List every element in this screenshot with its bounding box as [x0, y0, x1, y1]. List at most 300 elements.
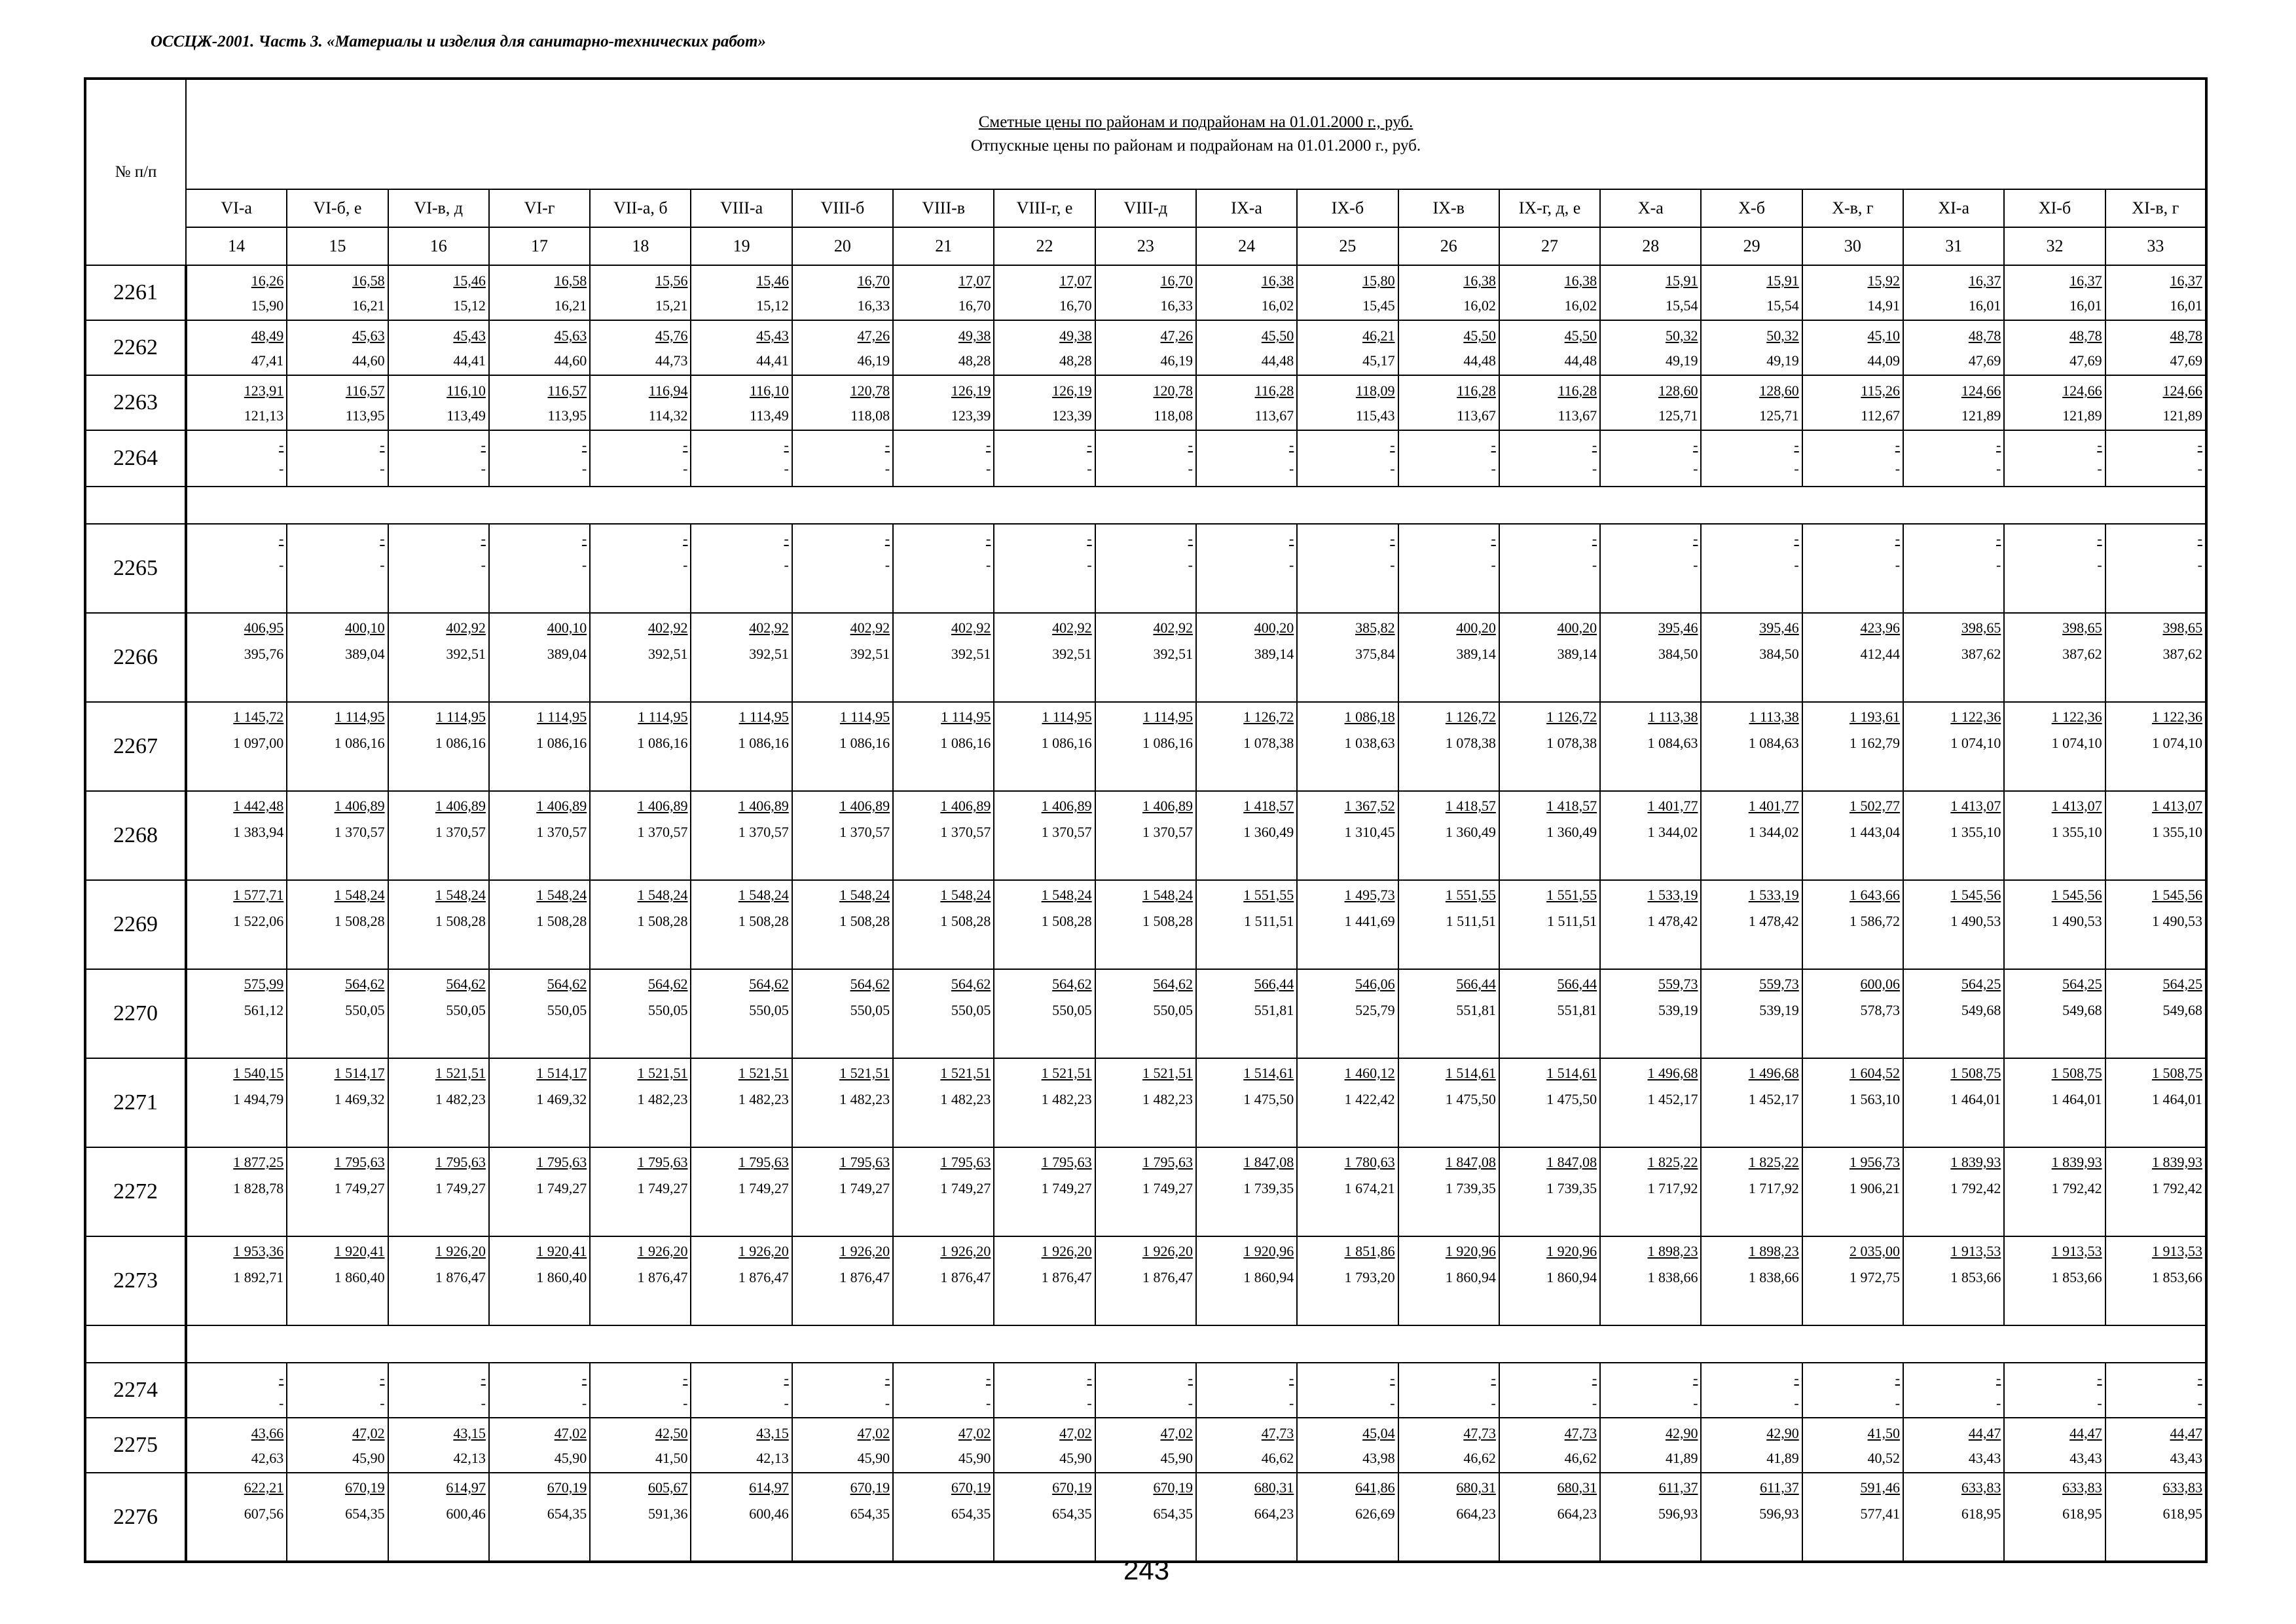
estimate-price: 16,37	[2170, 272, 2202, 289]
estimate-price: 1 114,95	[335, 709, 385, 725]
price-cell	[1196, 1473, 1297, 1562]
estimate-price: 564,62	[749, 976, 789, 992]
region-header: VI-а	[186, 189, 287, 227]
price-cell	[994, 613, 1095, 702]
price-cell	[2004, 265, 2105, 320]
release-price: 392,51	[647, 646, 688, 662]
estimate-price: 633,83	[2162, 1479, 2202, 1496]
release-price: 1 508,28	[334, 913, 385, 929]
price-cell	[1903, 613, 2004, 702]
price-cell	[1196, 1058, 1297, 1147]
release-price: 539,19	[1658, 1002, 1698, 1018]
estimate-price: 124,66	[2062, 382, 2102, 399]
estimate-price: 47,26	[857, 327, 890, 344]
title-line-estimate: Сметные цены по районам и подрайонам на 01.01.2000 г., руб.	[978, 113, 1413, 131]
price-cell	[1297, 1147, 1398, 1236]
release-price: 551,81	[1557, 1002, 1597, 1018]
table-row	[85, 702, 2206, 791]
release-price: 1 749,27	[435, 1180, 486, 1196]
estimate-price: 42,90	[1766, 1425, 1799, 1441]
estimate-price: 1 406,89	[839, 798, 890, 814]
estimate-price: 16,37	[1968, 272, 2001, 289]
estimate-price: 17,07	[958, 272, 991, 289]
price-cell	[893, 430, 994, 487]
price-cell	[1903, 265, 2004, 320]
estimate-price: 1 514,17	[536, 1065, 587, 1081]
price-cell	[2004, 880, 2105, 969]
price-cell	[893, 702, 994, 791]
price-cell	[691, 430, 792, 487]
price-cell	[590, 791, 691, 880]
price-cell	[994, 969, 1095, 1058]
price-cell	[1499, 375, 1600, 430]
release-price: 1 074,10	[2051, 735, 2102, 751]
price-cell	[1903, 320, 2004, 375]
price-cell	[691, 1236, 792, 1325]
release-price: 392,51	[749, 646, 789, 662]
price-cell	[1701, 702, 1802, 791]
price-cell	[792, 265, 893, 320]
release-price: 664,23	[1254, 1505, 1294, 1522]
price-cell	[893, 524, 994, 613]
release-price: 49,19	[1665, 352, 1698, 369]
estimate-price: 670,19	[1052, 1479, 1092, 1496]
price-cell	[1398, 702, 1499, 791]
estimate-price: 1 795,63	[536, 1154, 587, 1170]
price-cell	[1802, 969, 1903, 1058]
price-cell	[186, 702, 287, 791]
release-price: 561,12	[244, 1002, 284, 1018]
price-cell	[1499, 1363, 1600, 1418]
estimate-price: 1 795,63	[637, 1154, 688, 1170]
estimate-price: 44,47	[1968, 1425, 2001, 1441]
release-price: 1 749,27	[940, 1180, 991, 1196]
release-price: 1 876,47	[940, 1269, 991, 1285]
estimate-price: 1 086,18	[1344, 709, 1395, 725]
release-price: 1 853,66	[2051, 1269, 2102, 1285]
price-cell	[792, 524, 893, 613]
price-cell	[1701, 1418, 1802, 1473]
price-cell	[388, 320, 489, 375]
price-cell	[2004, 613, 2105, 702]
release-price: 1 078,38	[1546, 735, 1597, 751]
estimate-price: 1 145,72	[233, 709, 284, 725]
release-price: -	[683, 460, 688, 477]
estimate-price: 1 418,57	[1445, 798, 1496, 814]
release-price: -	[481, 557, 486, 573]
estimate-price: 633,83	[2062, 1479, 2102, 1496]
estimate-price: 15,46	[756, 272, 789, 289]
table-body	[85, 265, 2206, 1562]
estimate-price: -	[278, 530, 284, 547]
estimate-price: -	[1390, 530, 1395, 547]
table-row	[85, 1147, 2206, 1236]
estimate-price: 670,19	[547, 1479, 587, 1496]
price-cell	[691, 524, 792, 613]
estimate-price: -	[1491, 530, 1496, 547]
release-price: 1 074,10	[1950, 735, 2001, 751]
price-cell	[691, 969, 792, 1058]
region-header: X-а	[1600, 189, 1701, 227]
estimate-price: 1 898,23	[1647, 1243, 1698, 1259]
estimate-price: 1 508,75	[2152, 1065, 2202, 1081]
price-cell	[2004, 1147, 2105, 1236]
estimate-price: 46,21	[1362, 327, 1395, 344]
estimate-price: 559,73	[1658, 976, 1698, 992]
price-cell	[186, 1418, 287, 1473]
column-number: 17	[489, 227, 590, 265]
estimate-price: 1 401,77	[1748, 798, 1799, 814]
release-price: 1 838,66	[1647, 1269, 1698, 1285]
price-cell	[1903, 1363, 2004, 1418]
price-cell	[1398, 1363, 1499, 1418]
release-price: 16,01	[2069, 297, 2102, 314]
price-cell	[2105, 791, 2206, 880]
estimate-price: 1 920,96	[1546, 1243, 1597, 1259]
estimate-price: -	[1996, 530, 2001, 547]
release-price: 46,62	[1261, 1450, 1294, 1466]
estimate-price: 1 913,53	[2152, 1243, 2202, 1259]
price-cell	[388, 1418, 489, 1473]
price-cell	[2004, 524, 2105, 613]
release-price: 551,81	[1254, 1002, 1294, 1018]
price-cell	[1701, 1147, 1802, 1236]
estimate-price: 47,73	[1261, 1425, 1294, 1441]
table-row	[85, 969, 2206, 1058]
row-number: 2269	[85, 880, 186, 969]
column-number: 20	[792, 227, 893, 265]
price-cell	[691, 702, 792, 791]
region-header: IX-а	[1196, 189, 1297, 227]
release-price: 1 508,28	[738, 913, 789, 929]
price-cell	[1297, 1236, 1398, 1325]
release-price: 16,02	[1463, 297, 1496, 314]
release-price: 118,08	[850, 407, 890, 424]
price-cell	[1499, 1418, 1600, 1473]
estimate-price: 1 851,86	[1344, 1243, 1395, 1259]
estimate-price: 564,25	[2162, 976, 2202, 992]
release-price: 44,48	[1564, 352, 1597, 369]
release-price: 47,69	[1968, 352, 2001, 369]
price-cell	[792, 969, 893, 1058]
estimate-price: -	[1895, 437, 1901, 453]
estimate-price: 15,56	[655, 272, 688, 289]
estimate-price: 641,86	[1355, 1479, 1395, 1496]
estimate-price: 1 508,75	[2051, 1065, 2102, 1081]
release-price: 121,89	[2162, 407, 2202, 424]
price-cell	[1196, 1147, 1297, 1236]
release-price: 1 360,49	[1243, 824, 1294, 840]
release-price: 1 086,16	[334, 735, 385, 751]
release-price: -	[1794, 1395, 1799, 1411]
release-price: 600,46	[749, 1505, 789, 1522]
release-price: 591,36	[647, 1505, 688, 1522]
estimate-price: 1 508,75	[1950, 1065, 2001, 1081]
release-price: 1 490,53	[2051, 913, 2102, 929]
estimate-price: 1 406,89	[637, 798, 688, 814]
price-cell	[1095, 430, 1196, 487]
price-cell	[1499, 1058, 1600, 1147]
price-cell	[186, 430, 287, 487]
estimate-price: 47,02	[857, 1425, 890, 1441]
release-price: 44,41	[453, 352, 486, 369]
price-cell	[1095, 265, 1196, 320]
price-cell	[2004, 1418, 2105, 1473]
price-cell	[893, 1363, 994, 1418]
estimate-price: -	[1288, 437, 1294, 453]
price-cell	[186, 320, 287, 375]
estimate-price: 1 839,93	[2051, 1154, 2102, 1170]
release-price: -	[1491, 460, 1496, 477]
release-price: 1 508,28	[839, 913, 890, 929]
estimate-price: 1 926,20	[1041, 1243, 1092, 1259]
price-cell	[1499, 1147, 1600, 1236]
estimate-price: 1 521,51	[839, 1065, 890, 1081]
price-cell	[388, 791, 489, 880]
estimate-price: 1 926,20	[435, 1243, 486, 1259]
price-cell	[893, 880, 994, 969]
release-price: 387,62	[1961, 646, 2001, 662]
release-price: 47,69	[2069, 352, 2102, 369]
price-cell	[1196, 1418, 1297, 1473]
release-price: -	[481, 460, 486, 477]
price-cell	[287, 1236, 388, 1325]
estimate-price: 564,62	[345, 976, 385, 992]
estimate-price: 406,95	[244, 619, 284, 636]
estimate-price: -	[986, 530, 991, 547]
price-cell	[590, 1058, 691, 1147]
release-price: 395,76	[244, 646, 284, 662]
column-number: 21	[893, 227, 994, 265]
price-cell	[1398, 880, 1499, 969]
release-price: -	[581, 557, 587, 573]
price-cell	[1297, 969, 1398, 1058]
column-number: 22	[994, 227, 1095, 265]
estimate-price: 45,63	[554, 327, 587, 344]
release-price: 113,67	[1558, 407, 1597, 424]
release-price: 1 464,01	[2152, 1091, 2202, 1107]
estimate-price: 402,92	[850, 619, 890, 636]
release-price: 384,50	[1658, 646, 1698, 662]
estimate-price: 1 406,89	[738, 798, 789, 814]
estimate-price: 1 496,68	[1647, 1065, 1698, 1081]
estimate-price: -	[2097, 1370, 2102, 1386]
release-price: 1 344,02	[1647, 824, 1698, 840]
release-price: 1 310,45	[1344, 824, 1395, 840]
price-cell	[388, 1473, 489, 1562]
release-price: 654,35	[1052, 1505, 1092, 1522]
region-header: XI-б	[2004, 189, 2105, 227]
price-cell	[1398, 1418, 1499, 1473]
row-number: 2266	[85, 613, 186, 702]
price-cell	[186, 880, 287, 969]
price-cell	[1297, 524, 1398, 613]
price-cell	[1398, 430, 1499, 487]
estimate-price: 116,57	[547, 382, 587, 399]
price-cell	[1297, 702, 1398, 791]
price-cell	[1297, 880, 1398, 969]
price-cell	[1600, 265, 1701, 320]
estimate-price: 1 442,48	[233, 798, 284, 814]
price-cell	[287, 613, 388, 702]
price-cell	[388, 1058, 489, 1147]
release-price: 16,70	[1059, 297, 1092, 314]
estimate-price: 1 604,52	[1850, 1065, 1901, 1081]
release-price: 1 441,69	[1344, 913, 1395, 929]
price-cell	[489, 524, 590, 613]
estimate-price: 45,10	[1867, 327, 1901, 344]
release-price: -	[380, 1395, 385, 1411]
price-cell	[691, 320, 792, 375]
price-cell	[1095, 1058, 1196, 1147]
price-cell	[2105, 430, 2206, 487]
release-price: 1 084,63	[1647, 735, 1698, 751]
estimate-price: -	[1693, 437, 1698, 453]
estimate-price: -	[683, 1370, 688, 1386]
price-cell	[388, 880, 489, 969]
price-cell	[590, 1473, 691, 1562]
price-cell	[1701, 320, 1802, 375]
release-price: -	[884, 460, 890, 477]
release-price: 664,23	[1557, 1505, 1597, 1522]
column-number-row	[85, 227, 2206, 265]
price-cell	[1297, 1418, 1398, 1473]
release-price: 16,01	[1968, 297, 2001, 314]
release-price: 1 355,10	[2051, 824, 2102, 840]
release-price: 1 508,28	[536, 913, 587, 929]
price-cell	[1095, 969, 1196, 1058]
estimate-price: 395,46	[1658, 619, 1698, 636]
estimate-price: -	[1390, 437, 1395, 453]
price-cell	[792, 1058, 893, 1147]
region-header: VII-а, б	[590, 189, 691, 227]
estimate-price: 1 548,24	[435, 887, 486, 903]
estimate-price: 680,31	[1557, 1479, 1597, 1496]
estimate-price: 564,62	[1052, 976, 1092, 992]
estimate-price: -	[481, 437, 486, 453]
price-cell	[1903, 524, 2004, 613]
price-cell	[1802, 430, 1903, 487]
price-cell	[1701, 791, 1802, 880]
price-cell	[186, 969, 287, 1058]
row-number: 2276	[85, 1473, 186, 1562]
price-cell	[1095, 613, 1196, 702]
price-cell	[1196, 880, 1297, 969]
estimate-price: 1 926,20	[738, 1243, 789, 1259]
release-price: 1 482,23	[1142, 1091, 1193, 1107]
release-price: 549,68	[2162, 1002, 2202, 1018]
table-row	[85, 1418, 2206, 1473]
release-price: 1 792,42	[1950, 1180, 2001, 1196]
price-cell	[1499, 613, 1600, 702]
estimate-price: -	[1188, 530, 1193, 547]
release-price: -	[1996, 557, 2001, 573]
table-row	[85, 1473, 2206, 1562]
release-price: 1 078,38	[1445, 735, 1496, 751]
release-price: 1 469,32	[334, 1091, 385, 1107]
release-price: -	[1288, 1395, 1294, 1411]
estimate-price: 126,19	[1052, 382, 1092, 399]
separator-row	[85, 1325, 2206, 1363]
price-cell	[590, 1363, 691, 1418]
estimate-price: -	[1592, 1370, 1597, 1386]
estimate-price: 1 406,89	[1142, 798, 1193, 814]
estimate-price: 1 122,36	[1950, 709, 2001, 725]
price-cell	[388, 613, 489, 702]
table-row	[85, 791, 2206, 880]
price-cell	[1297, 1473, 1398, 1562]
price-cell	[994, 880, 1095, 969]
estimate-price: 1 114,95	[941, 709, 991, 725]
price-cell	[1600, 1363, 1701, 1418]
estimate-price: 402,92	[951, 619, 991, 636]
estimate-price: -	[1390, 1370, 1395, 1386]
row-number: 2262	[85, 320, 186, 375]
price-cell	[186, 1473, 287, 1562]
table-row	[85, 613, 2206, 702]
price-cell	[287, 880, 388, 969]
price-cell	[1600, 430, 1701, 487]
estimate-price: 611,37	[1760, 1479, 1799, 1496]
price-cell	[388, 702, 489, 791]
estimate-price: 1 533,19	[1647, 887, 1698, 903]
price-cell	[489, 1236, 590, 1325]
release-price: -	[278, 460, 284, 477]
price-cell	[590, 880, 691, 969]
estimate-price: 116,10	[446, 382, 486, 399]
release-price: 1 508,28	[1041, 913, 1092, 929]
release-price: -	[884, 1395, 890, 1411]
price-cell	[489, 1363, 590, 1418]
release-price: 121,89	[1961, 407, 2001, 424]
price-cell	[1903, 430, 2004, 487]
row-number: 2263	[85, 375, 186, 430]
price-cell	[994, 524, 1095, 613]
release-price: 43,98	[1362, 1450, 1395, 1466]
estimate-price: 128,60	[1759, 382, 1799, 399]
row-number: 2272	[85, 1147, 186, 1236]
estimate-price: 1 795,63	[435, 1154, 486, 1170]
estimate-price: 1 548,24	[940, 887, 991, 903]
price-cell	[590, 265, 691, 320]
estimate-price: -	[1693, 530, 1698, 547]
price-cell	[792, 375, 893, 430]
price-cell	[1802, 1147, 1903, 1236]
estimate-price: 400,20	[1557, 619, 1597, 636]
price-cell	[489, 430, 590, 487]
price-cell	[994, 1473, 1095, 1562]
release-price: 1 475,50	[1546, 1091, 1597, 1107]
price-cell	[1701, 1473, 1802, 1562]
estimate-price: 45,50	[1564, 327, 1597, 344]
price-cell	[590, 1236, 691, 1325]
region-header: VIII-д	[1095, 189, 1196, 227]
estimate-price: -	[2097, 530, 2102, 547]
estimate-price: 15,92	[1867, 272, 1901, 289]
release-price: 41,89	[1766, 1450, 1799, 1466]
release-price: 123,39	[951, 407, 991, 424]
price-cell	[1701, 430, 1802, 487]
price-cell	[1499, 430, 1600, 487]
release-price: 1 078,38	[1243, 735, 1294, 751]
table-title	[186, 79, 2206, 189]
row-number: 2268	[85, 791, 186, 880]
estimate-price: -	[884, 530, 890, 547]
release-price: -	[1996, 460, 2001, 477]
release-price: 1 360,49	[1546, 824, 1597, 840]
release-price: 387,62	[2062, 646, 2102, 662]
price-cell	[1398, 1147, 1499, 1236]
